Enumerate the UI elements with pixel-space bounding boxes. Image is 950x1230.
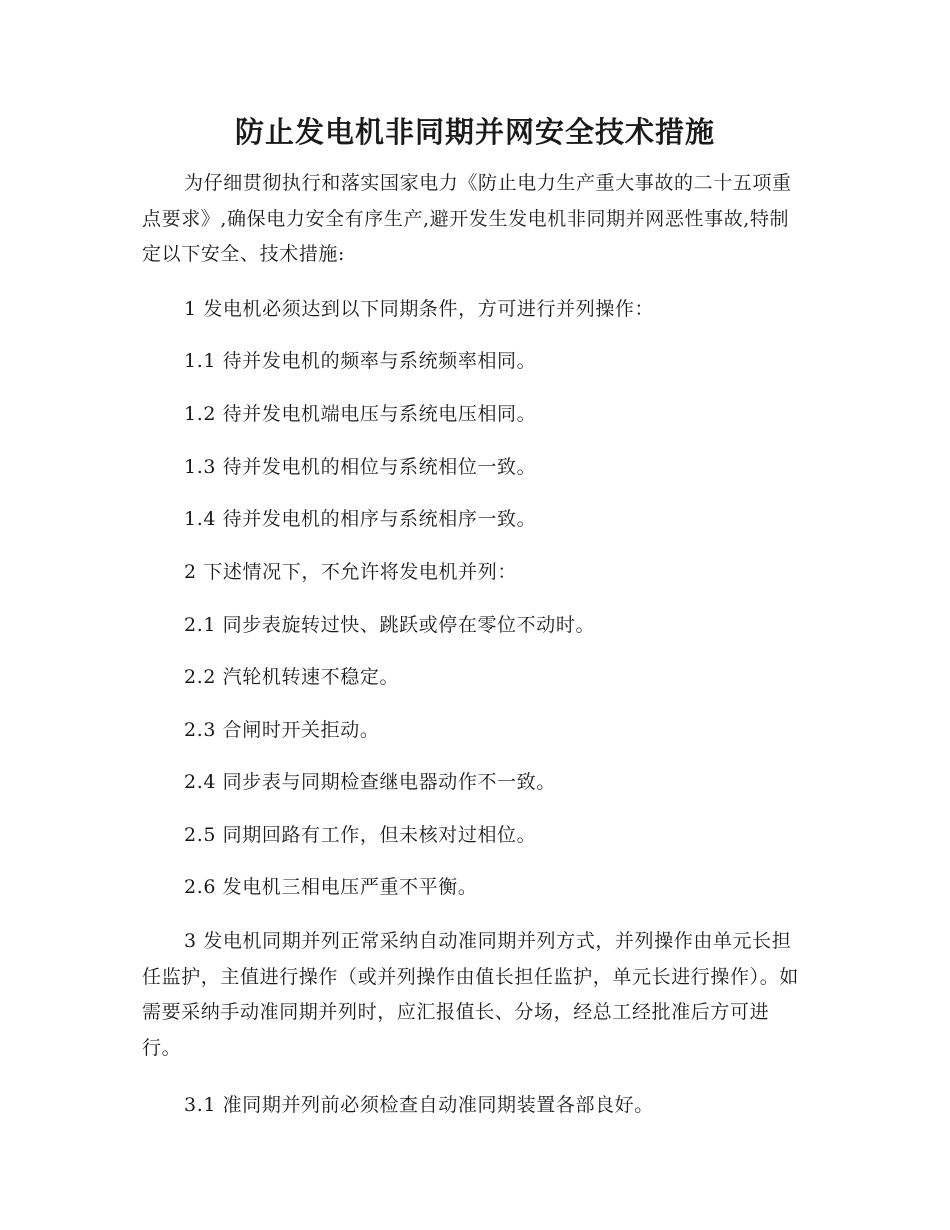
list-item: 1.4 待并发电机的相序与系统相序一致。 — [184, 508, 537, 530]
list-item: 2.5 同期回路有工作，但未核对过相位。 — [184, 824, 537, 846]
list-item: 1.3 待并发电机的相位与系统相位一致。 — [184, 456, 537, 478]
section-2-heading: 2 下述情况下，不允许将发电机并列： — [184, 561, 517, 583]
section-3-paragraph: 3 发电机同期并列正常采纳自动准同期并列方式，并列操作由单元长担任监护，主值进行操作（或并列操作由值长担任监护，单元长进行操作）。如需要采纳手动准同期并列时，应汇报值长、分场，经总工经批准后方可进行。 — [142, 930, 799, 1059]
list-item: 2.2 汽轮机转速不稳定。 — [184, 666, 400, 688]
section-1-heading: 1 发电机必须达到以下同期条件，方可进行并列操作： — [184, 298, 655, 320]
list-item: 2.1 同步表旋转过快、跳跃或停在零位不动时。 — [184, 614, 596, 636]
list-item: 2.6 发电机三相电压严重不平衡。 — [184, 876, 478, 898]
list-item: 3.1 准同期并列前必须检查自动准同期装置各部良好。 — [184, 1094, 654, 1116]
page-title: 防止发电机非同期并网安全技术措施 — [234, 115, 715, 149]
list-item: 1.2 待并发电机端电压与系统电压相同。 — [184, 403, 537, 425]
list-item: 2.3 合闸时开关拒动。 — [184, 719, 380, 741]
list-item: 1.1 待并发电机的频率与系统频率相同。 — [184, 350, 537, 372]
intro-paragraph: 为仔细贯彻执行和落实国家电力《防止电力生产重大事故的二十五项重点要求》,确保电力安全有序生产,避开发生发电机非同期并网恶性事故,特制定以下安全、技术措施: — [142, 172, 792, 265]
list-item: 2.4 同步表与同期检查继电器动作不一致。 — [184, 771, 556, 793]
